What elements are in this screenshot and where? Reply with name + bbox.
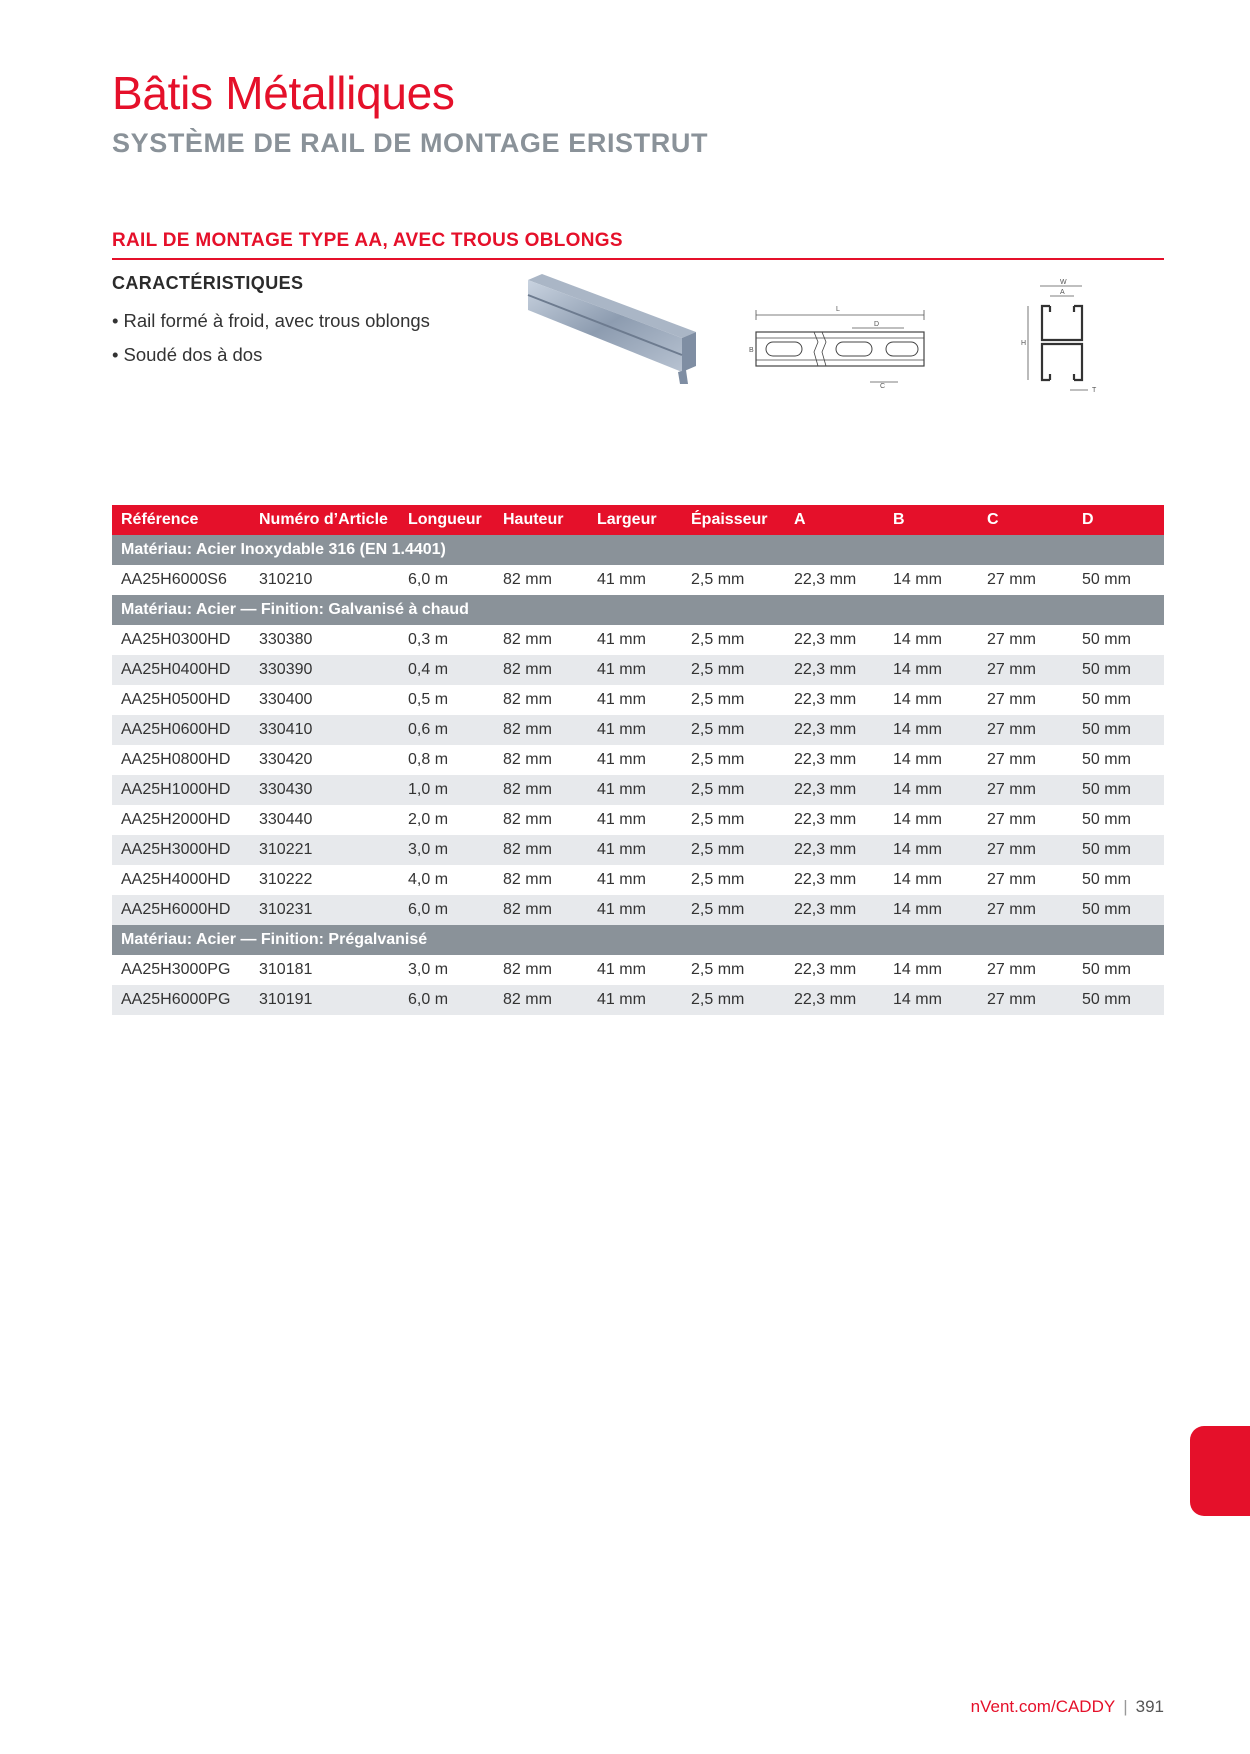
table-cell: 41 mm [588, 895, 682, 925]
table-cell: 22,3 mm [794, 571, 857, 588]
table-cell: 22,3 mm [794, 691, 857, 708]
table-cell: 22,3 mm [785, 835, 884, 865]
table-cell: 41 mm [588, 835, 682, 865]
table-cell: 14 mm [893, 571, 942, 588]
table-cell: 82 mm [503, 691, 552, 708]
cross-section-diagram [1020, 280, 1130, 410]
table-cell: 50 mm [1082, 751, 1131, 768]
feature-item: • Rail formé à froid, avec trous oblongs [112, 310, 430, 331]
table-cell: 82 mm [503, 871, 552, 888]
table-cell: 14 mm [893, 751, 942, 768]
table-cell: 330410 [250, 715, 399, 745]
table-cell: 41 mm [597, 751, 646, 768]
table-cell: 310222 [259, 871, 313, 888]
table-cell: 3,0 m [399, 835, 494, 865]
table-cell: 330380 [259, 631, 313, 648]
table-cell: 41 mm [597, 571, 646, 588]
footer-separator: | [1123, 1697, 1128, 1716]
table-row [112, 655, 1164, 685]
table-cell: 82 mm [503, 751, 552, 768]
table-cell: 6,0 m [399, 895, 494, 925]
table-cell: 2,5 mm [691, 571, 745, 588]
table-cell: AA25H0500HD [121, 691, 231, 708]
table-cell: AA25H2000HD [121, 811, 231, 828]
table-cell: 50 mm [1082, 961, 1131, 978]
spec-table-body [112, 535, 1164, 1015]
table-cell: 14 mm [884, 775, 978, 805]
table-cell: 310231 [250, 895, 399, 925]
table-cell: 22,3 mm [785, 775, 884, 805]
table-row [112, 685, 1164, 715]
table-cell: 22,3 mm [794, 961, 857, 978]
table-cell: 330400 [259, 691, 313, 708]
table-cell: AA25H3000PG [121, 961, 231, 978]
table-cell: 14 mm [893, 871, 942, 888]
side-tab [1190, 1426, 1250, 1516]
table-cell: 4,0 m [408, 871, 449, 888]
material-group-row [112, 535, 1164, 565]
table-cell: 50 mm [1073, 895, 1164, 925]
table-cell: 2,5 mm [691, 811, 745, 828]
table-header-row [112, 505, 1164, 535]
table-cell: 14 mm [893, 691, 942, 708]
table-cell: 82 mm [494, 835, 588, 865]
material-group-row [112, 925, 1164, 955]
table-cell: 14 mm [884, 985, 978, 1015]
column-header: Numéro d’Article [250, 505, 399, 535]
table-cell: 6,0 m [399, 985, 494, 1015]
table-cell: 41 mm [588, 775, 682, 805]
table-cell: 22,3 mm [794, 871, 857, 888]
table-cell: 310191 [250, 985, 399, 1015]
table-cell: 50 mm [1073, 715, 1164, 745]
table-cell: 0,3 m [408, 631, 449, 648]
material-group-label: Matériau: Acier — Finition: Galvanisé à chaud [112, 595, 1164, 625]
dim-label-t: T [1092, 387, 1097, 394]
table-cell: 0,8 m [408, 751, 449, 768]
table-cell: 82 mm [494, 775, 588, 805]
table-cell: 2,5 mm [682, 775, 785, 805]
table-cell: 22,3 mm [785, 715, 884, 745]
table-cell: 41 mm [597, 811, 646, 828]
table-row [112, 745, 1164, 775]
side-view-diagram [749, 300, 932, 390]
table-cell: 41 mm [597, 871, 646, 888]
footer-url[interactable]: nVent.com/CADDY [970, 1697, 1116, 1716]
table-cell: AA25H6000HD [112, 895, 250, 925]
table-cell: 14 mm [884, 655, 978, 685]
table-cell: 330390 [250, 655, 399, 685]
page-subtitle: SYSTÈME DE RAIL DE MONTAGE ERISTRUT [112, 128, 709, 158]
column-header: Longueur [399, 505, 494, 535]
table-cell: 82 mm [494, 985, 588, 1015]
table-cell: 50 mm [1082, 631, 1131, 648]
column-header: Référence [112, 505, 250, 535]
table-cell: 330440 [259, 811, 313, 828]
material-group-row [112, 595, 1164, 625]
table-cell: 2,5 mm [691, 751, 745, 768]
table-cell: 14 mm [893, 811, 942, 828]
table-cell: 27 mm [987, 691, 1036, 708]
table-cell: 14 mm [884, 715, 978, 745]
table-cell: 82 mm [494, 715, 588, 745]
table-cell: AA25H6000PG [112, 985, 250, 1015]
table-cell: 22,3 mm [794, 751, 857, 768]
table-cell: 27 mm [978, 715, 1073, 745]
page-title: Bâtis Métalliques [112, 67, 455, 119]
table-cell: 2,5 mm [691, 961, 745, 978]
table-row [112, 895, 1164, 925]
table-row [112, 775, 1164, 805]
column-header: A [785, 505, 884, 535]
table-cell: 50 mm [1082, 871, 1131, 888]
table-cell: 41 mm [588, 985, 682, 1015]
material-group-label: Matériau: Acier — Finition: Prégalvanisé [112, 925, 1164, 955]
dim-label-a: A [1060, 289, 1065, 296]
dim-label-d: D [874, 321, 880, 328]
table-cell: 0,4 m [399, 655, 494, 685]
table-row [112, 715, 1164, 745]
rail-product-image [528, 274, 698, 384]
column-header: C [978, 505, 1073, 535]
table-row [112, 985, 1164, 1015]
table-cell: 22,3 mm [785, 655, 884, 685]
column-header: Hauteur [494, 505, 588, 535]
table-cell: AA25H0800HD [121, 751, 231, 768]
table-cell: 50 mm [1073, 775, 1164, 805]
table-cell: 2,0 m [408, 811, 449, 828]
material-group-label: Matériau: Acier Inoxydable 316 (EN 1.4401) [112, 535, 1164, 565]
column-header: D [1073, 505, 1164, 535]
feature-list [112, 304, 430, 372]
table-cell: AA25H0400HD [112, 655, 250, 685]
table-cell: 2,5 mm [691, 691, 745, 708]
table-cell: 50 mm [1073, 835, 1164, 865]
table-cell: AA25H4000HD [121, 871, 231, 888]
table-cell: 27 mm [987, 811, 1036, 828]
table-cell: 41 mm [597, 961, 646, 978]
table-cell: 27 mm [987, 961, 1036, 978]
table-cell: 2,5 mm [691, 871, 745, 888]
table-cell: 330430 [250, 775, 399, 805]
table-cell: 27 mm [978, 895, 1073, 925]
table-cell: 14 mm [884, 835, 978, 865]
table-cell: AA25H0600HD [112, 715, 250, 745]
table-cell: 14 mm [893, 961, 942, 978]
table-cell: 41 mm [597, 691, 646, 708]
table-cell: 330420 [259, 751, 313, 768]
table-cell: 82 mm [503, 571, 552, 588]
dim-label-b: B [749, 347, 754, 354]
table-cell: 6,0 m [408, 571, 449, 588]
table-cell: 310181 [259, 961, 313, 978]
section-title: RAIL DE MONTAGE TYPE AA, AVEC TROUS OBLONGS [112, 230, 623, 251]
column-header: Largeur [588, 505, 682, 535]
table-cell: 14 mm [884, 895, 978, 925]
table-row [112, 955, 1164, 985]
table-cell: 82 mm [494, 895, 588, 925]
table-cell: AA25H3000HD [112, 835, 250, 865]
page-footer [971, 1697, 1164, 1717]
table-cell: 310210 [259, 571, 313, 588]
table-cell: 2,5 mm [682, 895, 785, 925]
table-cell: 27 mm [978, 835, 1073, 865]
table-cell: 3,0 m [408, 961, 449, 978]
table-cell: 2,5 mm [682, 985, 785, 1015]
bullet-icon: • [112, 310, 119, 331]
table-cell: AA25H6000S6 [121, 571, 227, 588]
table-cell: 27 mm [987, 751, 1036, 768]
table-cell: 27 mm [978, 655, 1073, 685]
table-row [112, 865, 1164, 895]
table-cell: 310221 [250, 835, 399, 865]
table-cell: 22,3 mm [794, 631, 857, 648]
characteristics-heading: CARACTÉRISTIQUES [112, 273, 304, 293]
page-number: 391 [1135, 1697, 1164, 1716]
bullet-icon: • [112, 344, 119, 365]
table-cell: 82 mm [503, 811, 552, 828]
table-cell: 50 mm [1082, 571, 1131, 588]
table-cell: 82 mm [503, 961, 552, 978]
table-cell: AA25H1000HD [112, 775, 250, 805]
table-cell: 14 mm [893, 631, 942, 648]
dim-label-c: C [880, 383, 886, 390]
table-row [112, 835, 1164, 865]
table-cell: 2,5 mm [682, 715, 785, 745]
table-cell: 41 mm [588, 715, 682, 745]
spec-table [112, 505, 1164, 1015]
table-row [112, 565, 1164, 595]
table-cell: 22,3 mm [785, 895, 884, 925]
table-cell: 22,3 mm [785, 985, 884, 1015]
dim-label-w: W [1060, 279, 1067, 286]
table-cell: 50 mm [1082, 691, 1131, 708]
dim-label-l: L [836, 306, 840, 313]
table-cell: 27 mm [978, 985, 1073, 1015]
column-header: B [884, 505, 978, 535]
table-cell: 27 mm [987, 631, 1036, 648]
table-cell: 2,5 mm [682, 835, 785, 865]
table-cell: 2,5 mm [682, 655, 785, 685]
table-cell: 0,6 m [399, 715, 494, 745]
feature-item: • Soudé dos à dos [112, 344, 263, 365]
table-cell: 41 mm [588, 655, 682, 685]
table-cell: 41 mm [597, 631, 646, 648]
table-cell: 82 mm [494, 655, 588, 685]
table-cell: 27 mm [978, 775, 1073, 805]
table-cell: 27 mm [987, 871, 1036, 888]
table-cell: 0,5 m [408, 691, 449, 708]
table-cell: 27 mm [987, 571, 1036, 588]
table-cell: AA25H0300HD [121, 631, 231, 648]
table-cell: 50 mm [1073, 655, 1164, 685]
table-row [112, 805, 1164, 835]
table-cell: 1,0 m [399, 775, 494, 805]
table-cell: 50 mm [1073, 985, 1164, 1015]
dim-label-h: H [1021, 340, 1027, 347]
table-cell: 82 mm [503, 631, 552, 648]
column-header: Épaisseur [682, 505, 785, 535]
table-row [112, 625, 1164, 655]
table-cell: 22,3 mm [794, 811, 857, 828]
table-cell: 2,5 mm [691, 631, 745, 648]
table-cell: 50 mm [1082, 811, 1131, 828]
section-title-bar [112, 230, 1164, 260]
